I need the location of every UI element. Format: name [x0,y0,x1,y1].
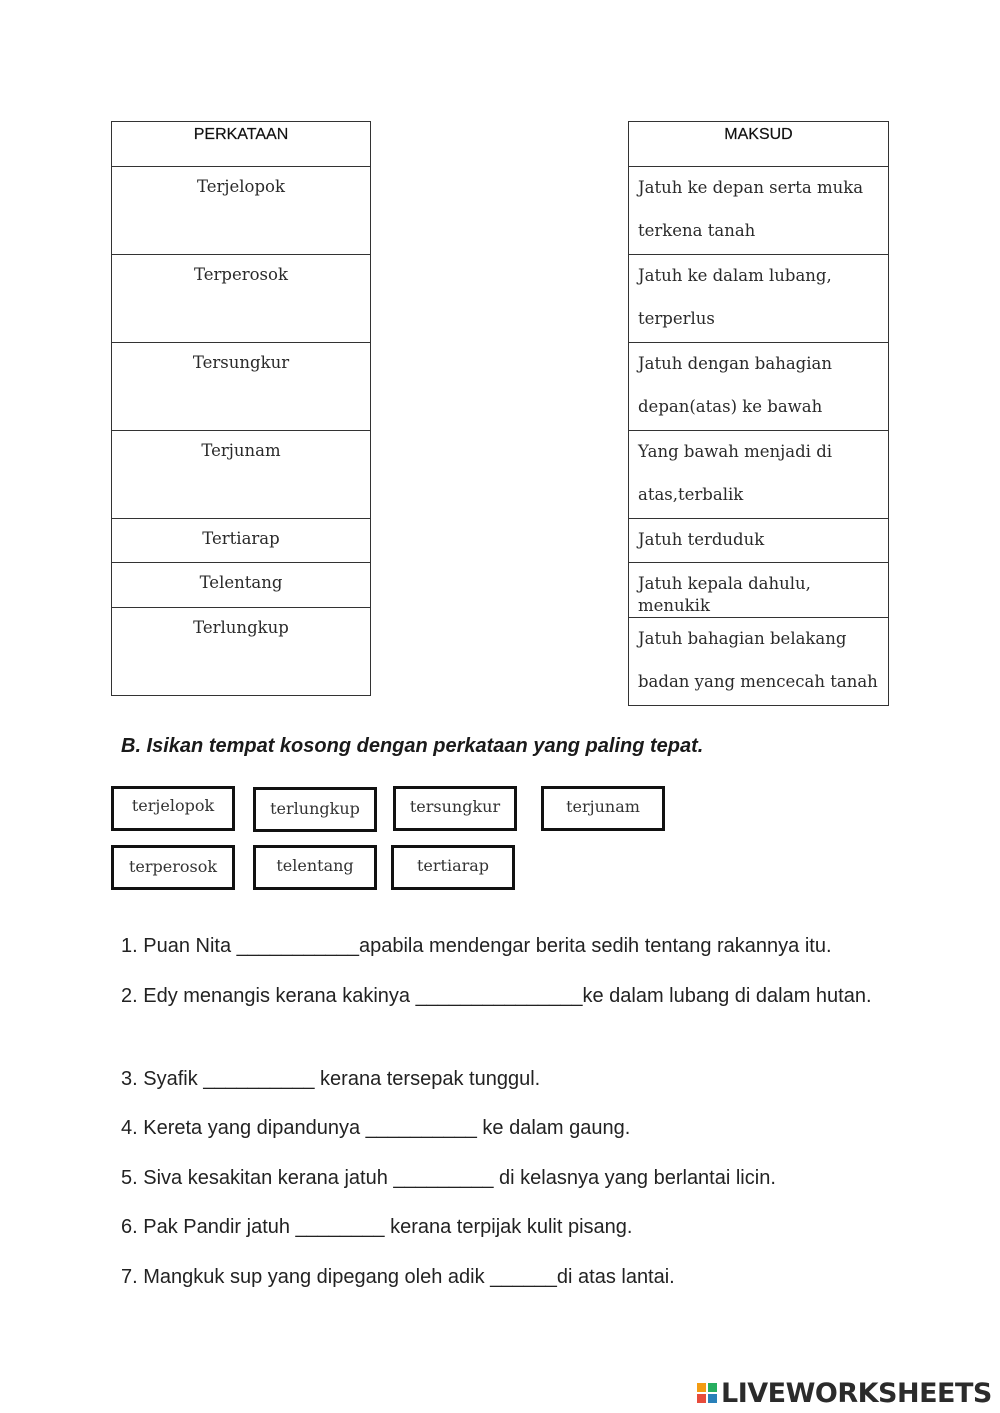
question-3: 3. Syafik __________ kerana tersepak tunggul. [121,1068,541,1090]
maksud-cell: Jatuh ke depan serta muka terkena tanah [629,167,889,255]
word-box[interactable]: tertiarap [391,845,515,890]
logo-squares-icon [697,1383,717,1403]
word-box[interactable]: tersungkur [393,786,517,831]
perkataan-header: PERKATAAN [112,122,371,167]
logo-square [708,1394,717,1403]
maksud-header: MAKSUD [629,122,889,167]
perkataan-cell: Tertiarap [112,519,371,563]
maksud-cell: Jatuh ke dalam lubang, terperlus [629,255,889,343]
logo-square [697,1383,706,1392]
section-b-instruction: B. Isikan tempat kosong dengan perkataan yang paling tepat. [121,735,704,757]
word-box[interactable]: terperosok [111,845,235,890]
maksud-cell: Jatuh bahagian belakang badan yang mencecah tanah [629,618,889,706]
maksud-cell: Jatuh kepala dahulu, menukik [629,563,889,618]
word-box[interactable]: terjelopok [111,786,235,831]
word-box[interactable]: terjunam [541,786,665,831]
question-2: 2. Edy menangis kerana kakinya _______________ke dalam lubang di dalam hutan. [121,985,872,1007]
question-1: 1. Puan Nita ___________apabila mendengar berita sedih tentang rakannya itu. [121,935,832,957]
word-box[interactable]: terlungkup [253,787,377,832]
question-6: 6. Pak Pandir jatuh ________ kerana terpijak kulit pisang. [121,1216,633,1238]
perkataan-cell: Terjunam [112,431,371,519]
maksud-cell: Jatuh dengan bahagian depan(atas) ke bawah [629,343,889,431]
question-7: 7. Mangkuk sup yang dipegang oleh adik ______di atas lantai. [121,1266,675,1288]
liveworksheets-logo [697,1375,992,1411]
question-4: 4. Kereta yang dipandunya __________ ke dalam gaung. [121,1117,631,1139]
logo-text: LIVEWORKSHEETS [721,1377,992,1409]
maksud-table [628,121,889,706]
maksud-cell: Jatuh terduduk [629,519,889,563]
perkataan-cell: Terjelopok [112,167,371,255]
logo-square [708,1383,717,1392]
perkataan-cell: Telentang [112,563,371,608]
logo-square [697,1394,706,1403]
perkataan-table [111,121,371,696]
perkataan-cell: Terlungkup [112,608,371,696]
maksud-cell: Yang bawah menjadi di atas,terbalik [629,431,889,519]
perkataan-cell: Tersungkur [112,343,371,431]
perkataan-cell: Terperosok [112,255,371,343]
question-5: 5. Siva kesakitan kerana jatuh _________ di kelasnya yang berlantai licin. [121,1167,776,1189]
word-box[interactable]: telentang [253,845,377,890]
